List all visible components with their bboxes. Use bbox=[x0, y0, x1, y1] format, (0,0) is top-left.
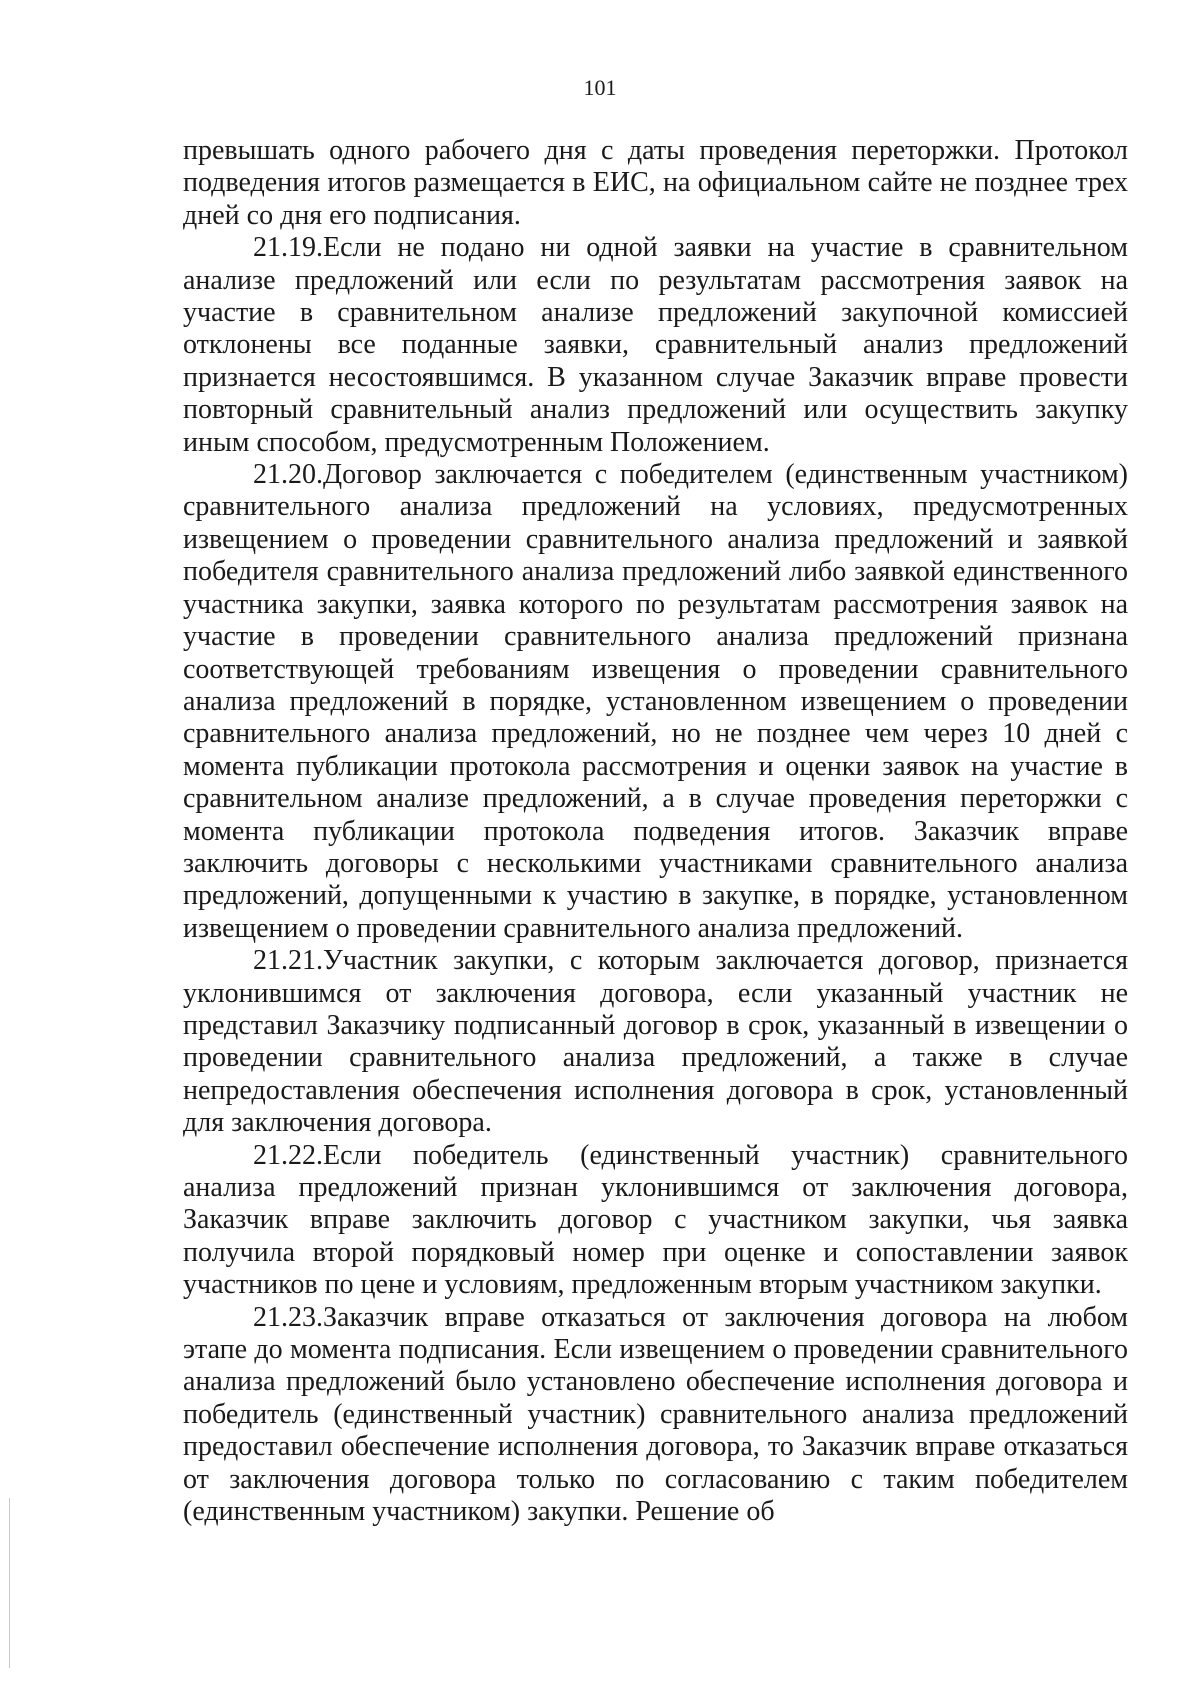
paragraph-21-23: 21.23.Заказчик вправе отказаться от заключения договора на любом этапе до момента подписания. Если извещением о проведении сравнительного анализа предложений было установлено обеспечение исполнения договора и победитель (единственный участник) сравнительного анализа предложений предоставил обеспечение исполнения договора, то Заказчик вправе отказаться от заключения договора только по согласованию с таким победителем (единственным участником) закупки. Решение об bbox=[183, 1301, 1128, 1528]
paragraph-21-19: 21.19.Если не подано ни одной заявки на участие в сравнительном анализе предложений или если по результатам рассмотрения заявок на участие в сравнительном анализе предложений закупочной комиссией отклонены все поданные заявки, сравнительный анализ предложений признается несостоявшимся. В указанном случае Заказчик вправе провести повторный сравнительный анализ предложений или осуществить закупку иным способом, предусмотренным Положением. bbox=[183, 232, 1128, 458]
document-body bbox=[183, 135, 1128, 1528]
paragraph-21-21: 21.21.Участник закупки, с которым заключается договор, признается уклонившимся от заключения договора, если указанный участник не представил Заказчику подписанный договор в срок, указанный в извещении о проведении сравнительного анализа предложений, а также в случае непредоставления обеспечения исполнения договора в срок, установленный для заключения договора. bbox=[183, 945, 1128, 1139]
page-number: 101 bbox=[583, 75, 617, 100]
paragraph-21-20: 21.20.Договор заключается с победителем (единственным участником) сравнительного анализа предложений на условиях, предусмотренных извещением о проведении сравнительного анализа предложений и заявкой победителя сравнительного анализа предложений либо заявкой единственного участника закупки, заявка которого по результатам рассмотрения заявок на участие в проведении сравнительного анализа предложений признана соответствующей требованиям извещения о проведении сравнительного анализа предложений в порядке, установленном извещением о проведении сравнительного анализа предложений, но не позднее чем через 10 дней с момента публикации протокола рассмотрения и оценки заявок на участие в сравнительном анализе предложений, а в случае проведения переторжки с момента публикации протокола подведения итогов. Заказчик вправе заключить договоры с несколькими участниками сравнительного анализа предложений, допущенными к участию в закупке, в порядке, установленном извещением о проведении сравнительного анализа предложений. bbox=[183, 459, 1128, 944]
paragraph-21-22: 21.22.Если победитель (единственный участник) сравнительного анализа предложений признан уклонившимся от заключения договора, Заказчик вправе заключить договор с участником закупки, чья заявка получила второй порядковый номер при оценке и сопоставлении заявок участников по цене и условиям, предложенным вторым участником закупки. bbox=[183, 1139, 1128, 1301]
scan-margin-line bbox=[9, 1498, 10, 1668]
paragraph-continuation: превышать одного рабочего дня с даты проведения переторжки. Протокол подведения итогов размещается в ЕИС, на официальном сайте не позднее трех дней со дня его подписания. bbox=[183, 135, 1128, 231]
